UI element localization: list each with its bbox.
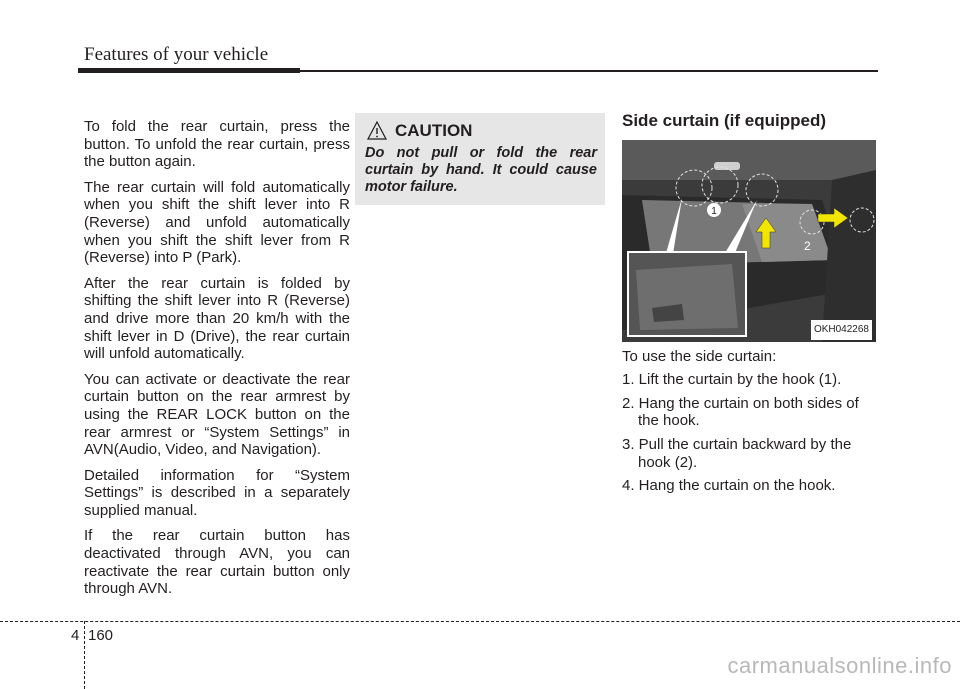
caution-text: Do not pull or fold the rear curtain by hand. It could cause motor failure.: [365, 145, 597, 195]
side-curtain-illustration: [622, 140, 876, 342]
figure-code: OKH042268: [811, 320, 872, 340]
paragraph: After the rear curtain is folded by shifting the shift lever into R (Reverse) and drive more than 20 km/h with the shift lever in D (Drive), the rear curtain will unfold automatically.: [84, 274, 350, 363]
footer-rule: [0, 621, 960, 622]
list-item: 3. Pull the curtain backward by the hook (2).: [622, 435, 852, 471]
chapter-number: 4: [71, 627, 80, 644]
steps-list: [622, 371, 880, 495]
paragraph: If the rear curtain button has deactivated through AVN, you can reactivate the rear curtain button only through AVN.: [84, 527, 350, 598]
side-curtain-figure: [622, 140, 876, 342]
footer-divider: [84, 621, 85, 689]
warning-triangle-icon: [367, 121, 387, 141]
figure-callout-1: 1: [711, 205, 717, 217]
paragraph: To fold the rear curtain, press the button. To unfold the rear curtain, press the button again.: [84, 118, 350, 171]
section-heading: Side curtain (if equipped): [622, 111, 827, 130]
caution-title: CAUTION: [395, 121, 473, 140]
caution-header: [367, 121, 472, 141]
list-item: 4. Hang the curtain on the hook.: [622, 477, 836, 495]
watermark: carmanualsonline.info: [727, 653, 952, 678]
paragraph: You can activate or deactivate the rear curtain button on the rear armrest by using the REAR LOCK button on the rear armrest or “System Settings” in AVN(Audio, Video, and Navigation).: [84, 370, 350, 459]
steps-intro: To use the side curtain:: [622, 347, 777, 365]
header-rule-thick: [78, 68, 300, 73]
list-item: 2. Hang the curtain on both sides of the hook.: [622, 394, 859, 430]
caution-box: [355, 113, 605, 205]
header-rule-thin: [300, 70, 878, 72]
page-number: 160: [88, 627, 114, 644]
paragraph: The rear curtain will fold automatically when you shift the shift lever into R (Reverse) and unfold automatically when you shift the shift lever from R (Reverse) into P (Park).: [84, 178, 350, 267]
figure-callout-2: 2: [804, 238, 811, 253]
list-item: 1. Lift the curtain by the hook (1).: [622, 371, 842, 389]
page-header-title: Features of your vehicle: [84, 44, 269, 65]
right-column: [622, 112, 880, 501]
paragraph: Detailed information for “System Settings” is described in a separately supplied manual.: [84, 466, 350, 519]
left-column: [84, 118, 350, 606]
